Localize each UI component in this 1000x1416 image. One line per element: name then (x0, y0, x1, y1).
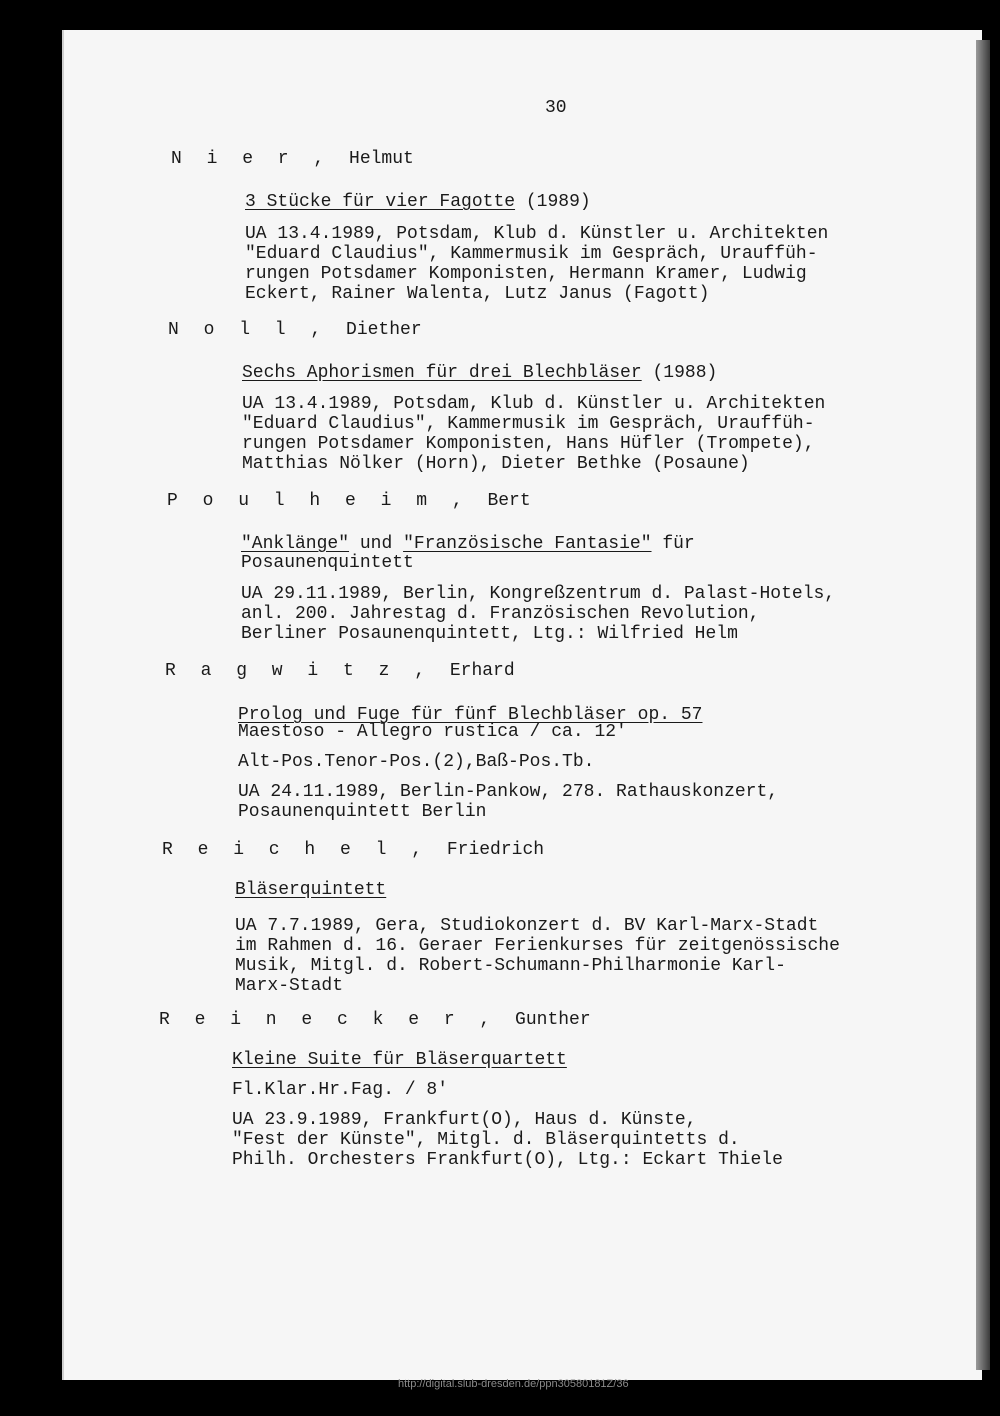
detail-line: UA 29.11.1989, Berlin, Kongreßzentrum d. Palast-Hotels, (241, 584, 836, 604)
detail-line: im Rahmen d. 16. Geraer Ferienkurses für zeitgenössische (235, 936, 840, 956)
composer-surname: R e i n e c k e r , (159, 1010, 498, 1030)
instrumentation-reinecker: Fl.Klar.Hr.Fag. / 8' (232, 1080, 449, 1100)
detail-line: "Eduard Claudius", Kammermusik im Gespräch, Urauffüh- (245, 244, 818, 264)
work-tempo-ragwitz: Maestoso - Allegro rustica / ca. 12' (238, 722, 627, 742)
bleed-through-text (760, 150, 960, 1250)
work-heading-nier (245, 192, 591, 212)
performance-details-ragwitz (238, 782, 778, 822)
work-heading-noll (242, 363, 717, 383)
composer-firstname: Diether (346, 320, 422, 340)
performance-details-reinecker (232, 1110, 783, 1170)
detail-line: rungen Potsdamer Komponisten, Hermann Kramer, Ludwig (245, 264, 807, 284)
work-title-fantasie: "Französische Fantasie" (403, 534, 652, 554)
detail-line: Marx-Stadt (235, 976, 344, 996)
composer-name-ragwitz (165, 661, 515, 681)
work-heading-poulheim (241, 534, 695, 554)
composer-surname: P o u l h e i m , (167, 491, 470, 511)
composer-firstname: Erhard (449, 661, 515, 681)
page-edge-shadow (976, 40, 990, 1370)
performance-details-poulheim (241, 584, 835, 644)
detail-line: Musik, Mitgl. d. Robert-Schumann-Philharmonie Karl- (235, 956, 786, 976)
composer-surname: N o l l , (168, 320, 329, 340)
detail-line: anl. 200. Jahrestag d. Französischen Revolution, (241, 604, 760, 624)
source-url-footer: http://digital.slub-dresden.de/ppn30580181Z/36 (398, 1378, 629, 1390)
detail-line: Eckert, Rainer Walenta, Lutz Janus (Fagott) (245, 284, 710, 304)
composer-name-reinecker (159, 1010, 591, 1030)
performance-details-noll (242, 394, 825, 474)
work-title: 3 Stücke für vier Fagotte (245, 192, 516, 212)
composer-surname: R a g w i t z , (165, 661, 433, 681)
detail-line: UA 23.9.1989, Frankfurt(O), Haus d. Künste, (232, 1110, 697, 1130)
work-year: (1988) (652, 363, 718, 383)
detail-line: UA 13.4.1989, Potsdam, Klub d. Künstler u. Architekten (242, 394, 826, 414)
performance-details-reichel (235, 916, 840, 996)
work-year: (1989) (525, 192, 591, 212)
detail-line: UA 7.7.1989, Gera, Studiokonzert d. BV Karl-Marx-Stadt (235, 916, 819, 936)
work-preposition: für (662, 534, 695, 554)
work-title: Prolog und Fuge für fünf Blechbläser op. 57 (238, 705, 703, 725)
work-conjunction: und (359, 534, 393, 554)
instrumentation-ragwitz: Alt-Pos.Tenor-Pos.(2),Baß-Pos.Tb. (238, 752, 595, 772)
composer-surname: R e i c h e l , (162, 840, 430, 860)
composer-firstname: Bert (487, 491, 531, 511)
detail-line: rungen Potsdamer Komponisten, Hans Hüfler (Trompete), (242, 434, 815, 454)
detail-line: Matthias Nölker (Horn), Dieter Bethke (Posaune) (242, 454, 750, 474)
detail-line: "Eduard Claudius", Kammermusik im Gespräch, Urauffüh- (242, 414, 815, 434)
composer-name-reichel (162, 840, 544, 860)
composer-firstname: Gunther (515, 1010, 591, 1030)
work-heading-reinecker (232, 1050, 567, 1070)
detail-line: UA 13.4.1989, Potsdam, Klub d. Künstler u. Architekten (245, 224, 829, 244)
detail-line: "Fest der Künste", Mitgl. d. Bläserquintetts d. (232, 1130, 740, 1150)
work-heading-reichel (235, 880, 386, 900)
detail-line: Berliner Posaunenquintett, Ltg.: Wilfried Helm (241, 624, 738, 644)
performance-details-nier (245, 224, 828, 304)
composer-name-poulheim (167, 491, 531, 511)
work-ensemble-poulheim: Posaunenquintett (241, 553, 414, 573)
work-title-anklaenge: "Anklänge" (241, 534, 350, 554)
composer-name-nier (171, 149, 414, 169)
work-title: Sechs Aphorismen für drei Blechbläser (242, 363, 642, 383)
work-title: Kleine Suite für Bläserquartett (232, 1050, 567, 1070)
detail-line: UA 24.11.1989, Berlin-Pankow, 278. Rathauskonzert, (238, 782, 779, 802)
detail-line: Philh. Orchesters Frankfurt(O), Ltg.: Eckart Thiele (232, 1150, 783, 1170)
page-number: 30 (545, 98, 567, 118)
composer-firstname: Friedrich (446, 840, 545, 860)
work-title: Bläserquintett (235, 880, 387, 900)
composer-name-noll (168, 320, 422, 340)
composer-surname: N i e r , (171, 149, 332, 169)
composer-firstname: Helmut (349, 149, 414, 169)
detail-line: Posaunenquintett Berlin (238, 802, 487, 822)
